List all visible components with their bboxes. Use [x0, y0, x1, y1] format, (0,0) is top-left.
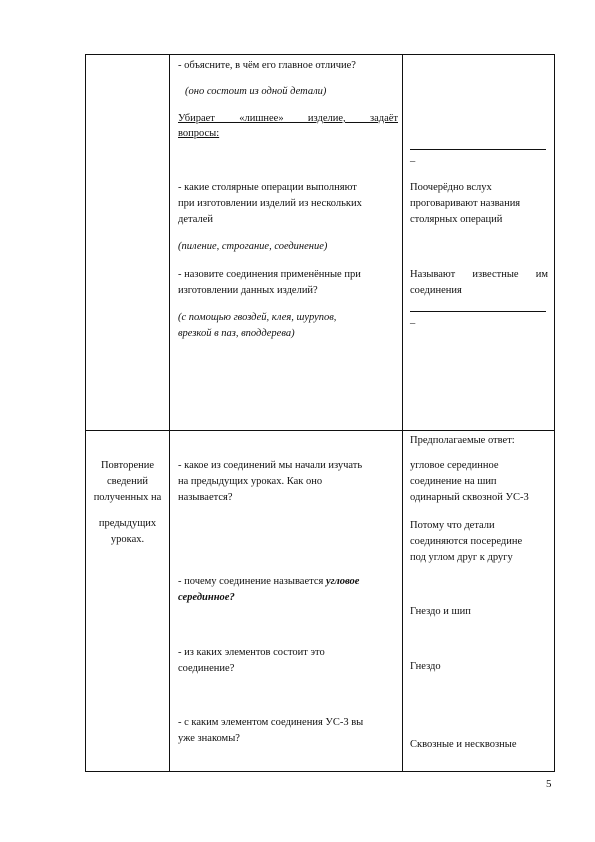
page-number: 5 — [546, 778, 552, 790]
answer-operations: (пиление, строгание, соединение) — [178, 241, 328, 252]
question-operations-line-3: деталей — [178, 214, 213, 225]
question-elements-line-2: соединение? — [178, 663, 235, 674]
question-operations-line-2: при изготовлении изделий из нескольких — [178, 198, 362, 209]
table-border-top — [85, 54, 555, 55]
answer-familiar-element: Гнездо — [410, 661, 441, 672]
question-main-difference: - объясните, в чём его главное отличие? — [178, 60, 356, 71]
table-border-bottom — [85, 771, 555, 772]
stage-label-line-3: полученных на — [93, 492, 162, 503]
answer-joint-name-line-3: одинарный сквозной УС-3 — [410, 492, 529, 503]
answer-why-line-1: Потому что детали — [410, 520, 495, 531]
answer-known-line-2: соединения — [410, 285, 462, 296]
expected-answer-heading: Предполагаемые ответ: — [410, 435, 515, 446]
answer-blank-line-1 — [410, 149, 546, 150]
answer-main-difference: (оно состоит из одной детали) — [185, 86, 327, 97]
question-studied-joint-line-1: - какое из соединений мы начали изучать — [178, 460, 363, 471]
answer-aloud-line-2: проговаривают названия — [410, 198, 521, 209]
teacher-action-line-2: вопросы: — [178, 128, 220, 139]
question-operations-line-1: - какие столярные операции выполняют — [178, 182, 357, 193]
answer-why-line-2: соединяются посередине — [410, 536, 523, 547]
answer-joints-line-1: (с помощью гвоздей, клея, шурупов, — [178, 312, 337, 323]
question-elements-line-1: - из каких элементов состоит это — [178, 647, 325, 658]
table-column-divider-1 — [169, 54, 170, 772]
answer-dash-2: – — [410, 318, 416, 329]
answer-blank-line-2 — [410, 311, 546, 312]
teacher-action-line-1: Убирает «лишнее» изделие, задаёт — [178, 113, 398, 124]
stage-label-line-4: предыдущих — [98, 518, 157, 529]
question-familiar-element-line-1: - с каким элементом соединения УС-3 вы — [178, 717, 364, 728]
answer-joints-line-2: врезкой в паз, вподдерева) — [178, 328, 295, 339]
answer-elements: Гнездо и шип — [410, 606, 471, 617]
stage-label-line-1: Повторение — [100, 460, 155, 471]
answer-joint-name-line-2: соединение на шип — [410, 476, 497, 487]
question-why-name-line-1 — [178, 574, 359, 590]
question-familiar-element-line-2: уже знакомы? — [178, 733, 240, 744]
question-why-name-italic-2: серединное? — [178, 592, 235, 603]
question-joints-line-1: - назовите соединения применённые при — [178, 269, 361, 280]
table-row-divider — [85, 430, 555, 431]
answer-aloud-line-1: Поочерёдно вслух — [410, 182, 492, 193]
answer-joint-name-line-1: угловое серединное — [410, 460, 499, 471]
question-studied-joint-line-3: называется? — [178, 492, 233, 503]
table-border-left — [85, 54, 86, 772]
question-joints-line-2: изготовлении данных изделий? — [178, 285, 318, 296]
answer-dash-1: – — [410, 156, 416, 167]
answer-aloud-line-3: столярных операций — [410, 214, 503, 225]
question-studied-joint-line-2: на предыдущих уроках. Как оно — [178, 476, 323, 487]
answer-known-line-1: Называют известные им — [410, 269, 548, 280]
table-border-right — [554, 54, 555, 772]
answer-types: Сквозные и несквозные — [410, 739, 517, 750]
question-why-name-text: - почему соединение называется — [178, 576, 326, 587]
stage-label-line-2: сведений — [107, 476, 148, 487]
question-why-name-italic-1: угловое — [325, 576, 360, 587]
table-column-divider-2 — [402, 54, 403, 772]
stage-label-line-5: уроках. — [110, 534, 145, 545]
answer-why-line-3: под углом друг к другу — [410, 552, 513, 563]
